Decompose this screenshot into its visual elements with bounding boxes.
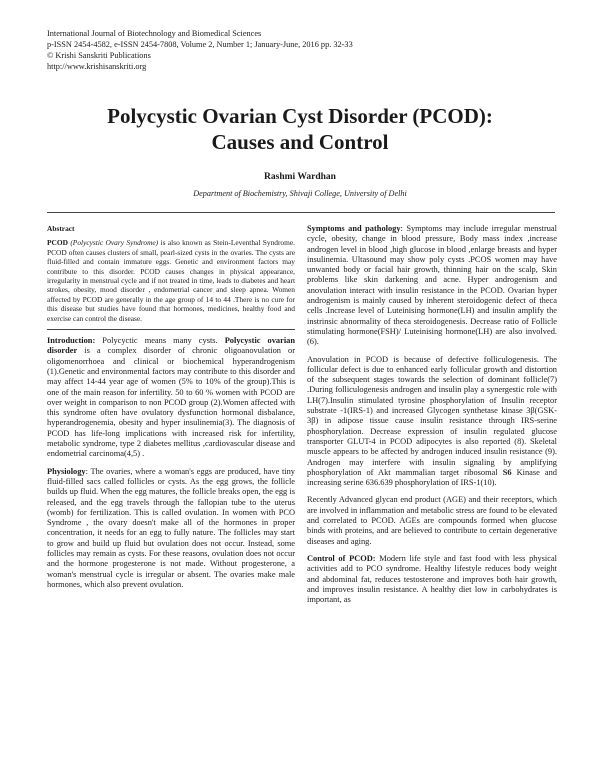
title-line-1: Polycystic Ovarian Cyst Disorder (PCOD): [107, 104, 493, 128]
left-column [47, 224, 295, 597]
age-paragraph [307, 495, 557, 546]
introduction-text-1: Polycyctic means many cysts. [102, 336, 218, 346]
symptoms-text: : Symptoms may include irregular menstrual cycle, obesity, change in blood pressure, Body mass index ,increase androgen level in blood ,high glucose in blood ,enlarge breasts and hyper insulinemia. Ultasound may show poly cysts .PCOS women may have unwanted body or facial hair growth, thinning hair on the scalp, Skin problems like skin darkening and acne. Hyper androgenism and anovulation interact with insulin resistance in the PCOD. Ovarian hyper androgenism is mainly caused by inherent steroidogenic defect of theca cells .Increase level of Luteinising hormone(LH) and insulin amplify the instrinsic abnormality of theca steroidogenesis. Decrease ratio of Follicle stimulating hormone(FSH)/ Luteinising hormone(LH) are also involved.(6). [307, 224, 557, 347]
paper-title [40, 103, 560, 155]
journal-copyright: © Krishi Sanskriti Publications [47, 51, 151, 60]
physiology-heading: Physiology [47, 466, 86, 476]
abstract-divider [47, 329, 295, 330]
anovulation-text-2: Kinase and increasing serine 636.639 phosphorylation of IRS-1(10). [307, 467, 557, 488]
introduction-text-2: is a complex disorder of chronic oligoanovulation or oligomenorrhoea and clinical or biochemical hyperandrogenism (1).Genetic and environmental factors may contribute to this disorder and may affect 14-44 year age of women (5% to 10% of the group).This is one of the main reason for infertility. 50 to 60 % women with PCOD are over weight in comparison to non PCOD group (2).Women affected with this syndrome often have ovulatory dysfunction hormonal disbalance, hyperandrogenemia, obesity and hyper insulinemia(3). The diagnosis of PCOD has life-long implications with increased risk for infertility, metabolic syndrome, type 2 diabetes mellitus ,cardiovascular disease and endometrial carcinoma(4,5) . [47, 346, 295, 459]
anovulation-text-1: Anovulation in PCOD is because of defective folliculogenesis. The follicular defect is due to enhanced early follicular growth and distortion of the subsequent stages towards the selection of dominant follicle(7) .During folliculogenesis androgen and insulin play a synergestic role with LH(7).Insulin stimulated tyrosine phosphorylation of Insulin receptor substrate -1(IRS-1) and increased Glycogen synthetase kinase 3β(GSK-3β) in adipose tissue cause insulin resistance through IRS-serine phosphorylation. Decrease expression of insulin regulated glucose transporter GLUT-4 in PCOD adipocytes is also reported (8). Skeletal muscle appears to be affected by androgen induced insulin resistance (9). Androgen may interfere with insulin signaling by amplifying phosphorylation of Akt mammalian target ribosomal [307, 354, 557, 477]
symptoms-heading: Symptoms and pathology [307, 224, 401, 233]
control-paragraph [307, 554, 557, 605]
author-name: Rashmi Wardhan [264, 172, 336, 182]
header-divider [47, 212, 555, 213]
physiology-text: : The ovaries, where a woman's eggs are produced, have tiny fluid-filled sacs called follicles or cysts. As the egg grows, the follicle builds up fluid. When the egg matures, the follicle breaks open, the egg is released, and the egg travels through the fallopian tube to the uterus (womb) for fertilization. This is called ovulation. In women with PCO Syndrome , the ovary doesn't make all of the hormones in proper concentration, it needs for an egg to fully nature. The follicles may start to grow and build up fluid but ovulation does not occur. Instead, some follicles may remain as cysts. For these reasons, ovulation does not occur and the hormone progesterone is not made. Without progesterone, a woman's menstrual cycle is irregular or absent. The ovaries make male hormones, which also prevent ovulation. [47, 466, 295, 589]
physiology-paragraph [47, 467, 295, 591]
journal-name: International Journal of Biotechnology and Biomedical Sciences [47, 29, 262, 38]
abstract-heading: Abstract [47, 224, 75, 233]
journal-url[interactable]: http://www.krishisanskriti.org [47, 62, 147, 71]
control-text: Modern life style and fast food with less physical activities add to PCO syndrome. Healthy lifestyle reduces body weight and abdominal fat, reduces testosterone and improves both hair growth, and improves insulin resistance. A healthy diet low in carbohydrates is important, as [307, 553, 557, 605]
abstract-section [47, 224, 295, 323]
journal-issn: p-ISSN 2454-4582, e-ISSN 2454-7808, Volume 2, Number 1; January-June, 2016 pp. 32-33 [47, 40, 353, 49]
age-text: Recently Advanced glycan end product (AGE) and their receptors, which are involved in inflammation and metabolic stress are found to be elevated and correlated to PCOD. AGEs are compounds formed when glucose binds with proteins, and are believed to contribute to certain degenerative diseases and aging. [307, 495, 558, 546]
introduction-bold-term: Polycystic ovarian disorder [47, 336, 295, 356]
s6-term: S6 [502, 467, 512, 477]
abstract-text: is also known as Stein-Leventhal Syndrome. PCOD often causes clusters of small, pearl-sized cysts in the ovaries. The cysts are fluid-filled and contain immature eggs. Genetic and environment factors may contribute to this disorder. PCOD causes changes in physical appearance, irregularity in menstrual cycle and if not treated in time, leads to diabetes and heart strokes, obesity, mood disorder , endometrial cancer and sleep apnea. Women affected by PCOD are generally in the age group of 14 to 44 .There is no cure for this disease but studies have found that hormones, medicines, healthy food and exercise can control the disease. [47, 238, 295, 323]
introduction-heading: Introduction: [47, 336, 96, 346]
control-heading: Control of PCOD: [307, 553, 376, 563]
introduction-paragraph [47, 336, 295, 460]
abstract-lead-italic: (Polycystic Ovary Syndrome) [70, 238, 159, 248]
anovulation-paragraph [307, 355, 557, 489]
abstract-body [47, 238, 295, 323]
symptoms-paragraph [307, 224, 557, 348]
abstract-lead: PCOD [47, 238, 68, 248]
right-column [307, 224, 557, 612]
title-line-2: Causes and Control [211, 130, 389, 154]
journal-header [47, 28, 567, 72]
author-affiliation: Department of Biochemistry, Shivaji College, University of Delhi [193, 189, 407, 198]
